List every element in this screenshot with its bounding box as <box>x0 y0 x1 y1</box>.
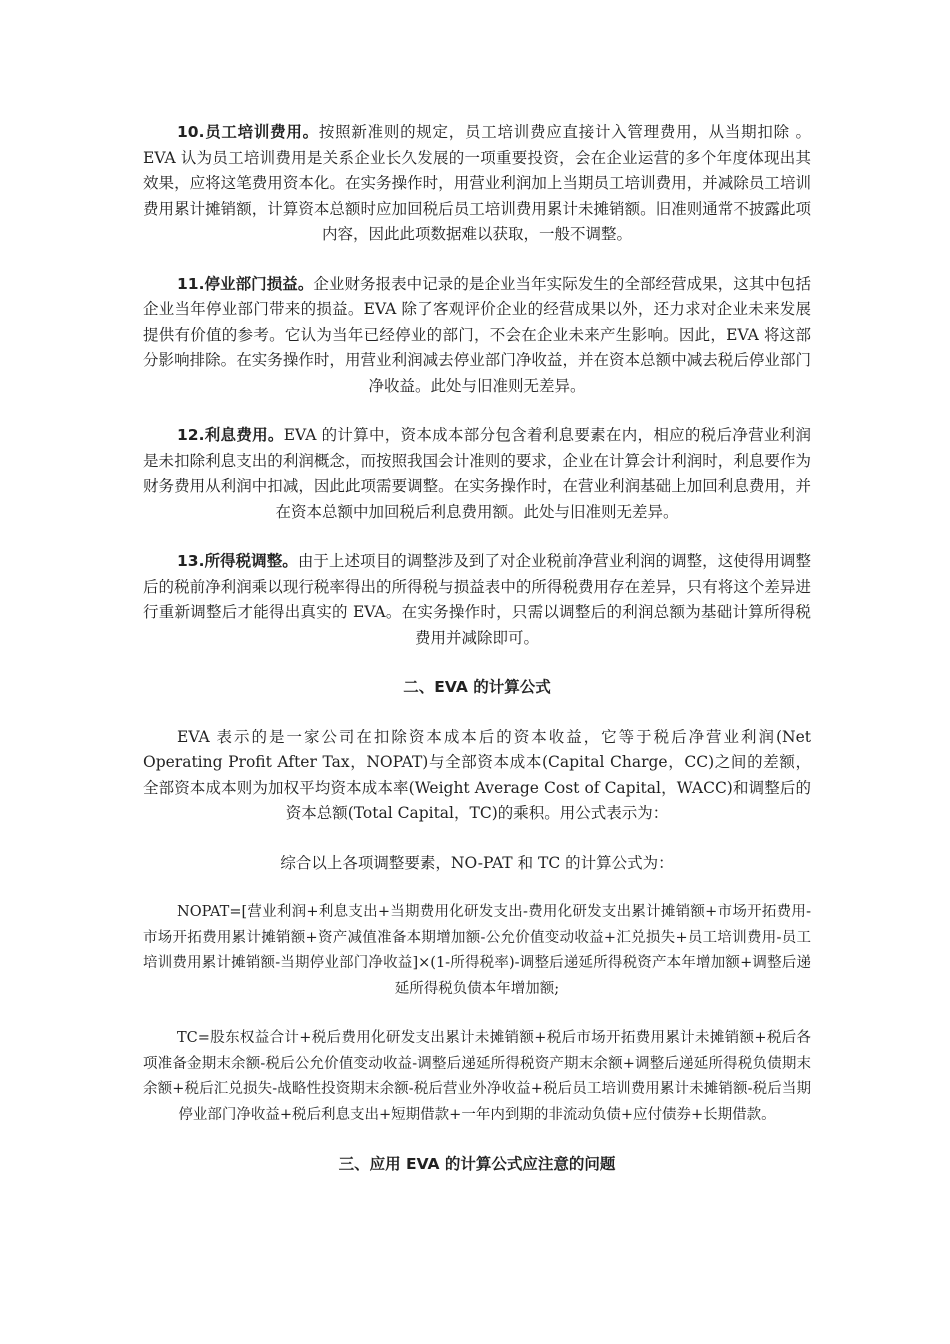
paragraph-lead: 10.员工培训费用。 <box>177 123 319 141</box>
paragraph-body: 由于上述项目的调整涉及到了对企业税前净营业利润的调整，这使得用调整后的税前净利润乘以现行税率得出的所得税与损益表中的所得税费用存在差异，只有将这个差异进行重新调整后才能得出真实的 EVA。在实务操作时，只需以调整后的利润总额为基础计算所得税费用并减除即可。 <box>143 552 811 647</box>
document-page <box>143 120 811 1202</box>
paragraph-body: EVA 的计算中，资本成本部分包含着利息要素在内，相应的税后净营业利润是未扣除利息支出的利润概念，而按照我国会计准则的要求，企业在计算会计利润时，利息要作为财务费用从利润中扣减，因此此项需要调整。在实务操作时，在营业利润基础上加回利息费用，并在资本总额中加回税后利息费用额。此处与旧准则无差异。 <box>143 426 811 521</box>
paragraph-body: 企业财务报表中记录的是企业当年实际发生的全部经营成果，这其中包括企业当年停业部门带来的损益。EVA 除了客观评价企业的经营成果以外，还力求对企业未来发展提供有价值的参考。它认为当年已经停业的部门，不会在企业未来产生影响。因此，EVA 将这部分影响排除。在实务操作时，用营业利润减去停业部门净收益，并在资本总额中减去税后停业部门净收益。此处与旧准则无差异。 <box>143 274 811 395</box>
paragraph-discontinued-operations <box>143 272 811 400</box>
section-heading-eva-formula: 二、EVA 的计算公式 <box>403 678 551 696</box>
paragraph-lead: 13.所得税调整。 <box>177 552 298 570</box>
paragraph-body: 按照新准则的规定，员工培训费应直接计入管理费用，从当期扣除 。EVA 认为员工培训费用是关系企业长久发展的一项重要投资，会在企业运营的多个年度体现出其效果，应将这笔费用资本化。在实务操作时，用营业利润加上当期员工培训费用，并减除员工培训费用累计摊销额，计算资本总额时应加回税后员工培训费用累计未摊销额。旧准则通常不披露此项内容，因此此项数据难以获取，一般不调整。 <box>143 123 811 243</box>
paragraph-lead: 12.利息费用。 <box>177 426 284 444</box>
nopat-formula: NOPAT=[营业利润+利息支出+当期费用化研发支出-费用化研发支出累计摊销额+市场开拓费用-市场开拓费用累计摊销额+资产减值准备本期增加额-公允价值变动收益+汇兑损失+员工培训费用-员工培训费用累计摊销额-当期停业部门净收益]×(1-所得税率)-调整后递延所得税资产本年增加额+调整后递延所得税负债本年增加额; <box>143 904 811 997</box>
paragraph-income-tax <box>143 549 811 651</box>
summary-line: 综合以上各项调整要素，NO-PAT 和 TC 的计算公式为： <box>280 853 674 872</box>
paragraph-staff-training <box>143 120 811 248</box>
section-heading-notes: 三、应用 EVA 的计算公式应注意的问题 <box>338 1155 616 1173</box>
paragraph-eva-intro: EVA 表示的是一家公司在扣除资本成本后的资本收益，它等于税后净营业利润(Net Operating Profit After Tax，NOPAT)与全部资本成本(Capital Charge，CC)之间的差额，全部资本成本则为加权平均资本成本率(Weight Average Cost of Capital，WACC)和调整后的资本总额(Total Capital，TC)的乘积。用公式表示为： <box>143 727 811 822</box>
paragraph-interest-expense <box>143 423 811 525</box>
paragraph-lead: 11.停业部门损益。 <box>177 274 314 293</box>
tc-formula: TC=股东权益合计+税后费用化研发支出累计未摊销额+税后市场开拓费用累计未摊销额+税后各项准备金期末余额-税后公允价值变动收益-调整后递延所得税资产期末余额+调整后递延所得税负债期末余额+税后汇兑损失-战略性投资期末余额-税后营业外净收益+税后员工培训费用累计未摊销额-税后当期停业部门净收益+税后利息支出+短期借款+一年内到期的非流动负债+应付债券+长期借款。 <box>143 1030 811 1123</box>
